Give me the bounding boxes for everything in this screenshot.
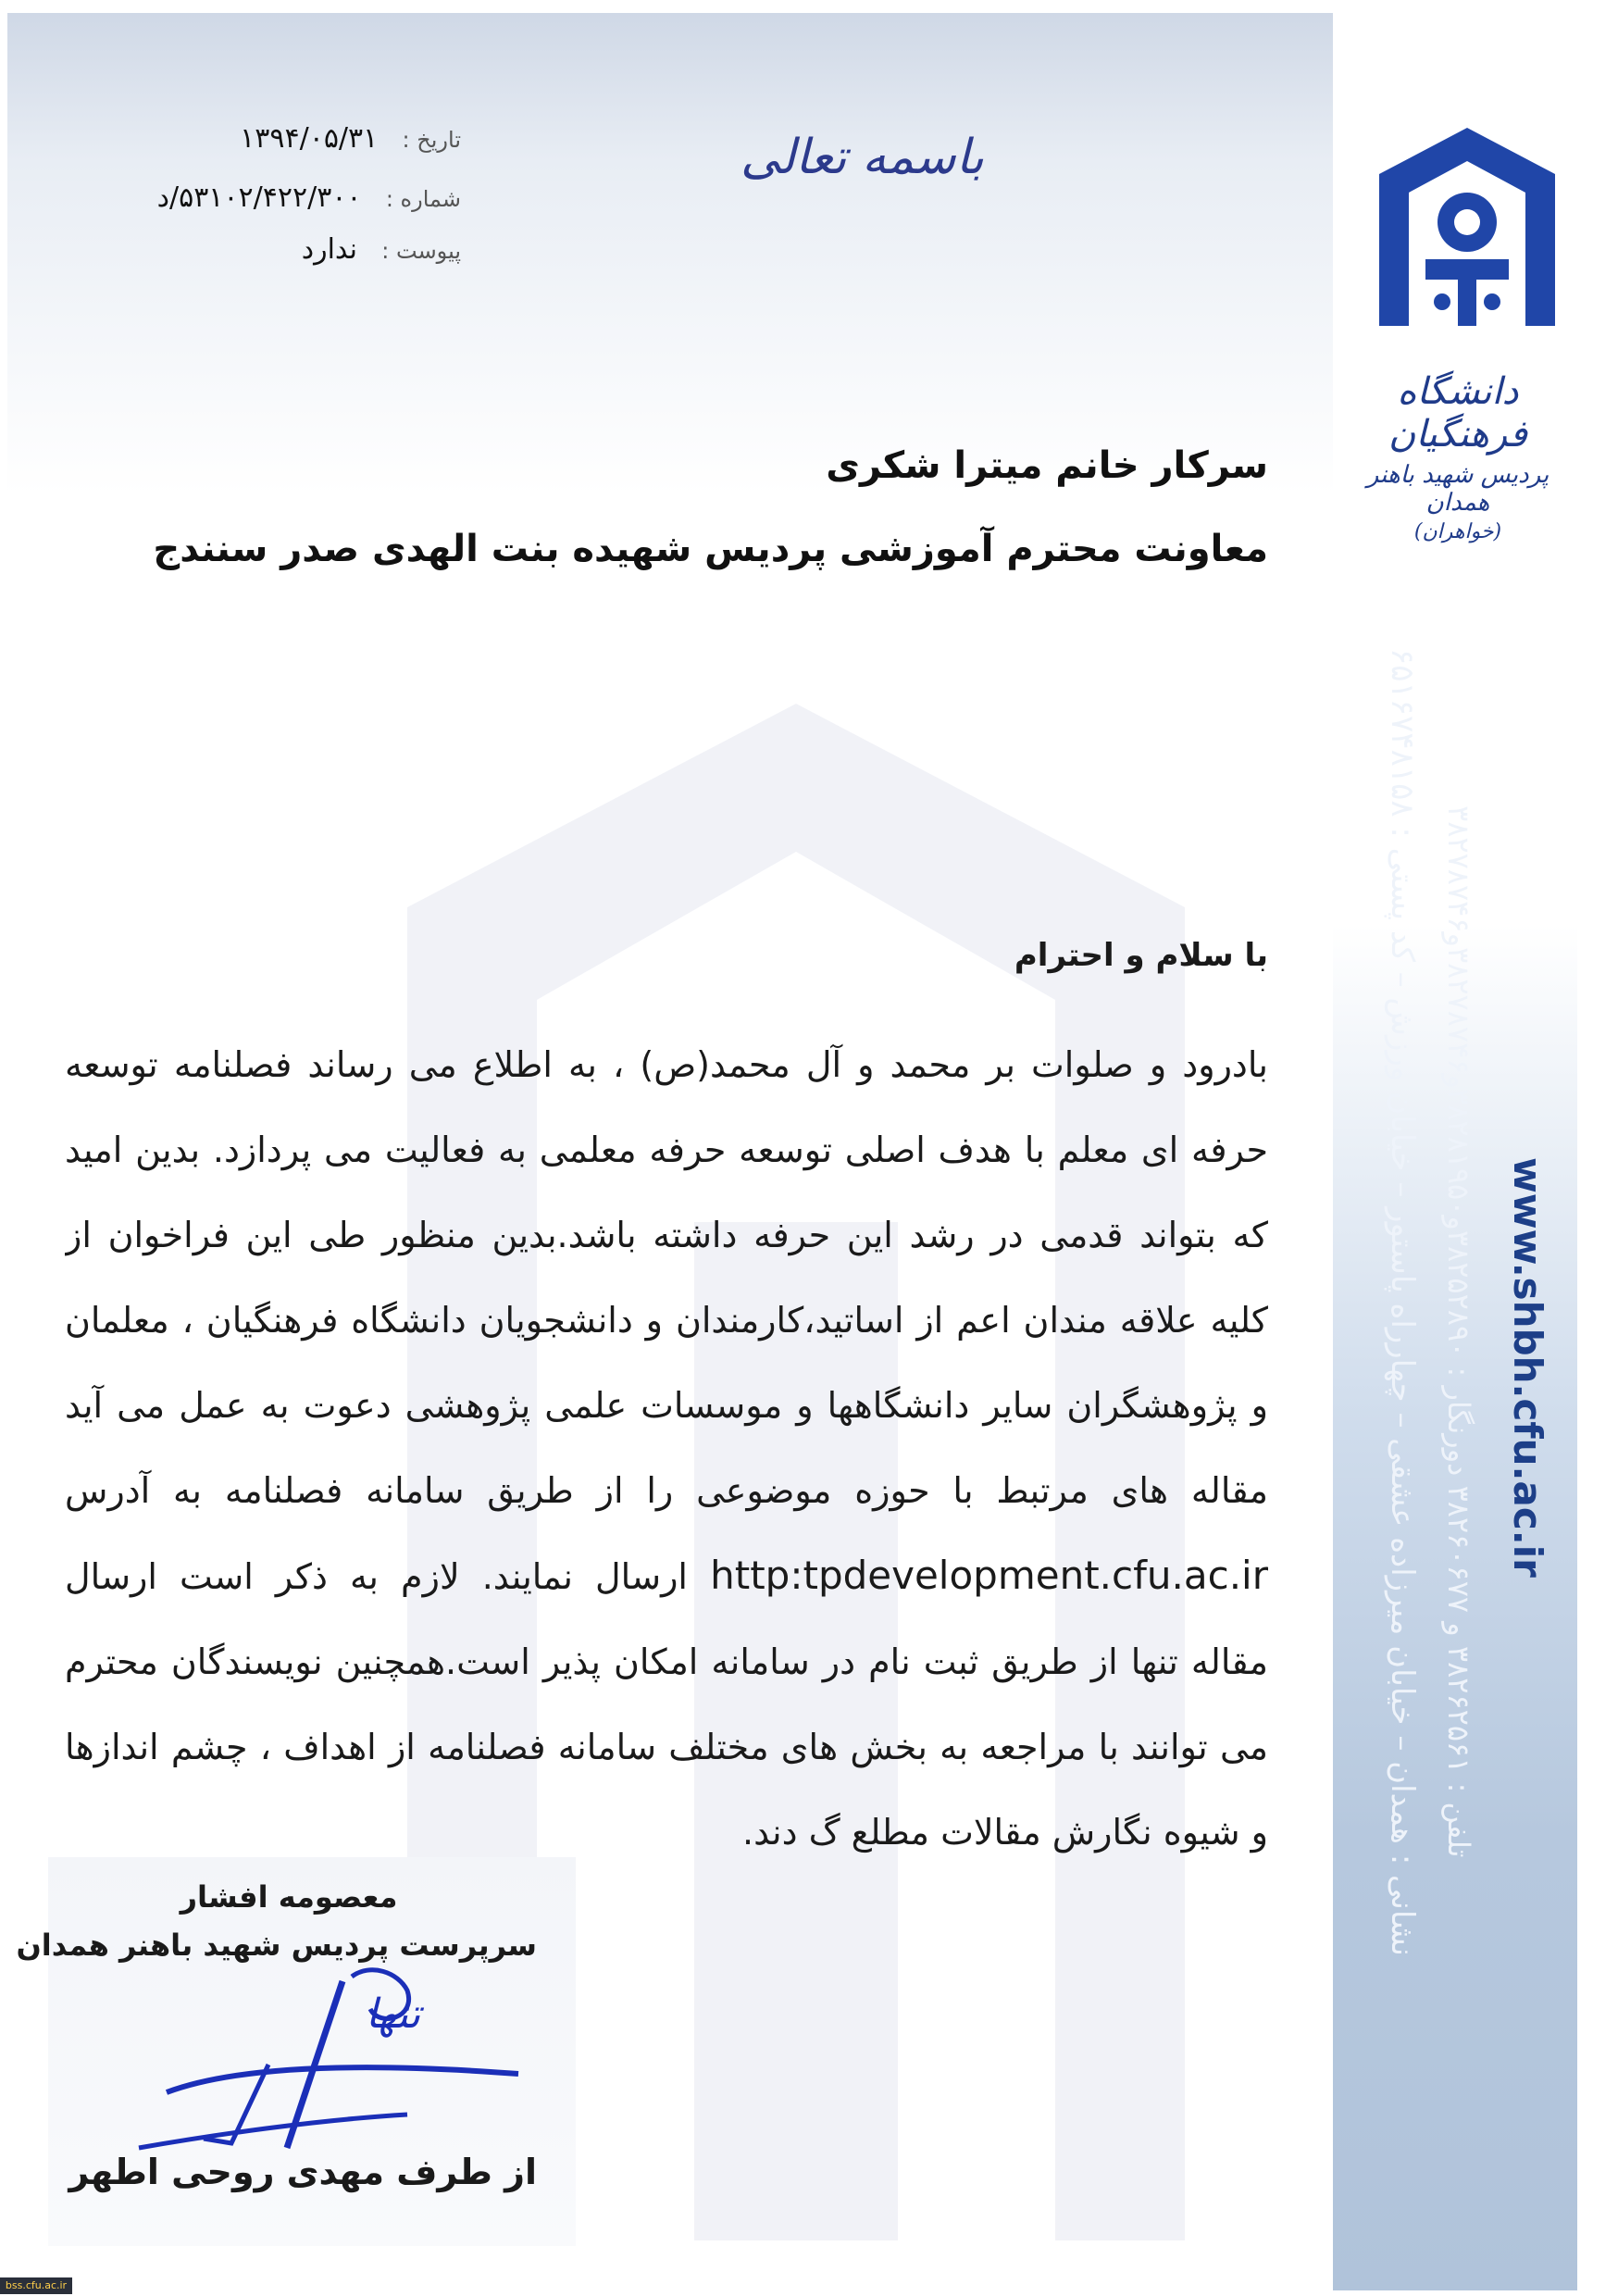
address-text: نشانی : همدان – خیابان میرزاده عشقی – چهارراه پاستور – خیابان ورزش – کد پستی : ۶۵۱۶۷۴۸۱۵۸ <box>1384 648 1421 1957</box>
attachment-value: ندارد <box>301 233 358 266</box>
campus-subtitle: (خواهران) <box>1413 520 1502 543</box>
number-value: ۵۳۱۰۲/۴۲۲/۳۰۰/د <box>156 181 362 214</box>
signature-handwriting: تنها <box>366 1990 421 2038</box>
footer-badge[interactable]: bss.cfu.ac.ir <box>0 2277 72 2294</box>
recipient-title: معاونت محترم آموزشی پردیس شهیده بنت الهدی صدر سنندج <box>153 528 1268 570</box>
greeting: با سلام و احترام <box>1014 937 1268 974</box>
number-label: شماره : <box>385 186 461 212</box>
website-link[interactable]: www.shbh.cfu.ac.ir <box>1505 1157 1550 1578</box>
date-field <box>240 122 461 155</box>
phone-text: تلفن : ۳۸۲۶۲۵۶۱ و ۳۸۲۶۰۶۷۷ دورنگار : ۳۸۲۵۲۸۹۰و۳۸۲۸۱۹۵۰و۳۸۲۷۸۷۴۶و۳۸۲۷۸۷۴۶ <box>1441 805 1476 1858</box>
recipient-name: سرکار خانم میترا شکری <box>826 444 1268 487</box>
signatory-title: سرپرست پردیس شهید باهنر همدان <box>16 1928 537 1963</box>
body-part-2: ارسال نمایند. لازم به ذکر است ارسال مقاله تنها از طریق ثبت نام در سامانه امکان پذیر است.همچنین نویسندگان محترم می توانند با مراجعه به بخش های مختلف سامانه فصلنامه از اهداف ، چشم اندازها و شیوه نگارش مقالات مطلع گ دند. <box>65 1556 1268 1853</box>
date-label: تاریخ : <box>402 127 461 153</box>
number-field <box>157 181 461 214</box>
campus-name: پردیس شهید باهنر همدان <box>1366 461 1550 517</box>
letter-body <box>65 1022 1268 1883</box>
university-name: دانشگاه فرهنگیان <box>1388 370 1528 455</box>
invocation: باسمه تعالی <box>741 130 984 185</box>
university-logo-icon <box>1370 120 1564 333</box>
journal-url-link[interactable]: http:tpdevelopment.cfu.ac.ir <box>710 1553 1268 1598</box>
handwritten-signature <box>130 1953 537 2157</box>
attachment-field <box>302 233 461 266</box>
signatory-name: معصومه افشار <box>180 1879 398 1915</box>
signed-on-behalf: از طرف مهدی روحی اطهر <box>68 2152 537 2192</box>
attachment-label: پیوست : <box>381 238 461 264</box>
date-value: ۱۳۹۴/۰۵/۳۱ <box>240 122 379 155</box>
body-part-1: بادرود و صلوات بر محمد و آل محمد(ص) ، به اطلاع می رساند فصلنامه توسعه حرفه ای معلم با هدف اصلی توسعه حرفه معلمی به فعالیت می پردازد. بدین امید که بتواند قدمی در رشد این حرفه داشته باشد.بدین منظور طی این فراخوان از کلیه علاقه مندان اعم از اساتید،کارمندان و دانشجویان دانشگاه فرهنگیان ، معلمان و پژوهشگران سایر دانشگاهها و موسسات علمی پژوهشی دعوت به عمل می آید مقاله های مرتبط با حوزه موضوعی را از طریق سامانه فصلنامه به آدرس <box>65 1044 1268 1511</box>
